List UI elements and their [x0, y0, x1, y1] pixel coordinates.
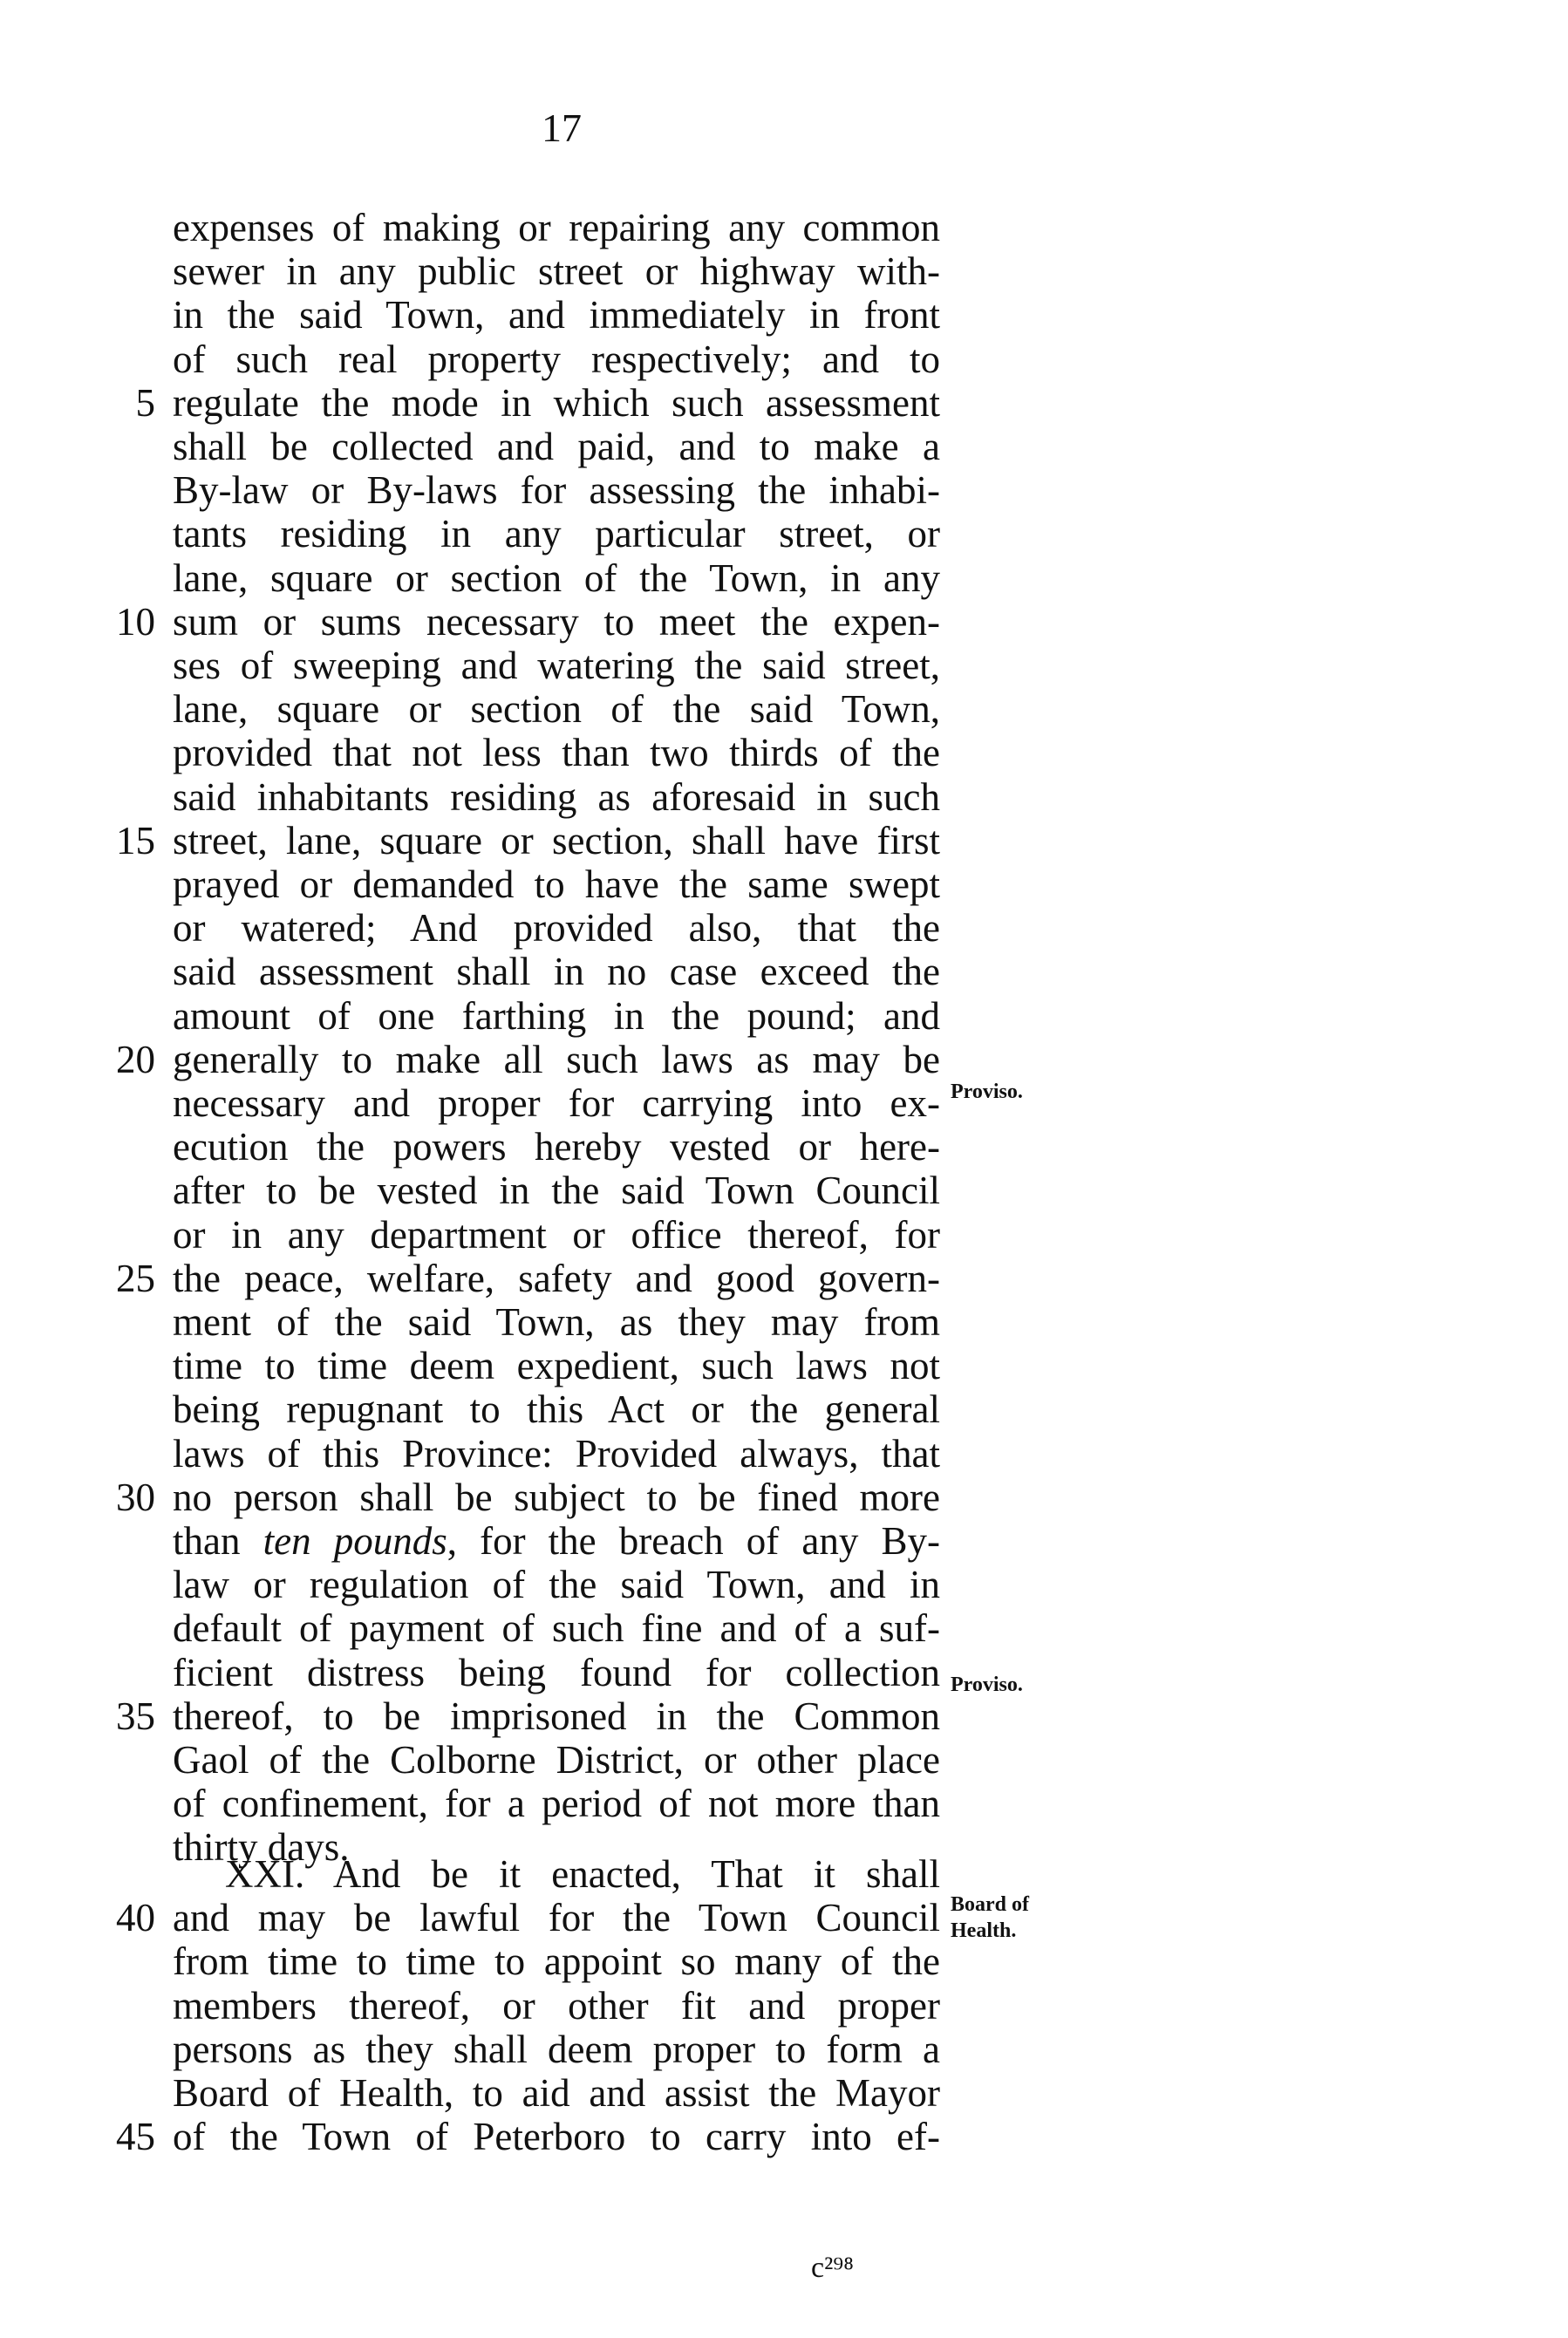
line-number: 35	[116, 1694, 155, 1738]
text-line: persons as they shall deem proper to form a	[173, 2028, 940, 2071]
text-line: lane, square or section of the said Town,	[173, 687, 940, 731]
text-line: said assessment shall in no case exceed the	[173, 950, 940, 993]
signature-mark: c²⁹⁸	[811, 2252, 854, 2284]
text-line: necessary and proper for carrying into ex-	[173, 1081, 940, 1125]
text-line: being repugnant to this Act or the general	[173, 1387, 940, 1431]
margin-note-proviso: Proviso.	[951, 1080, 1023, 1103]
text-line: default of payment of such fine and of a suf-	[173, 1606, 940, 1650]
text-line: thereof, to be imprisoned in the Common	[173, 1694, 940, 1738]
text-line: street, lane, square or section, shall have first	[173, 819, 940, 862]
text-line: thirty days.	[173, 1825, 350, 1869]
text-line: said inhabitants residing as aforesaid in such	[173, 775, 940, 819]
text-line: no person shall be subject to be fined more	[173, 1476, 940, 1519]
line-number: 10	[116, 600, 155, 644]
text-line: lane, square or section of the Town, in any	[173, 556, 940, 600]
text-line: ses of sweeping and watering the said street,	[173, 644, 940, 687]
text-line: provided that not less than two thirds of the	[173, 731, 940, 774]
text-line: or in any department or office thereof, for	[173, 1213, 940, 1257]
line-number: 45	[116, 2115, 155, 2158]
text-line: of the Town of Peterboro to carry into ef-	[173, 2115, 940, 2158]
line-number: 20	[116, 1038, 155, 1081]
text-line: and may be lawful for the Town Council	[173, 1896, 940, 1939]
line-number: 25	[116, 1257, 155, 1300]
text-line: shall be collected and paid, and to make a	[173, 425, 940, 468]
text-line: Gaol of the Colborne District, or other place	[173, 1738, 940, 1782]
text-line: amount of one farthing in the pound; and	[173, 994, 940, 1038]
text-line: tants residing in any particular street, or	[173, 512, 940, 556]
margin-note-proviso: Proviso.	[951, 1673, 1023, 1696]
text-line: from time to time to appoint so many of the	[173, 1939, 940, 1983]
margin-note-board-of-health: Board of	[951, 1893, 1029, 1916]
text-line: sewer in any public street or highway with-	[173, 249, 940, 293]
line-number: 15	[116, 819, 155, 862]
margin-note-board-of-health: Health.	[951, 1919, 1017, 1942]
text-line: ment of the said Town, as they may from	[173, 1300, 940, 1344]
text-line: XXI. And be it enacted, That it shall	[225, 1852, 940, 1896]
text-line: of such real property respectively; and to	[173, 337, 940, 381]
line-number: 30	[116, 1476, 155, 1519]
text-line: laws of this Province: Provided always, that	[173, 1432, 940, 1476]
text-line: Board of Health, to aid and assist the Mayor	[173, 2071, 940, 2115]
line-number: 40	[116, 1896, 155, 1939]
text-line: regulate the mode in which such assessment	[173, 381, 940, 425]
text-line: the peace, welfare, safety and good govern-	[173, 1257, 940, 1300]
text-line: in the said Town, and immediately in front	[173, 293, 940, 337]
text-line: members thereof, or other fit and proper	[173, 1984, 940, 2028]
page-number: 17	[542, 106, 582, 150]
text-line: prayed or demanded to have the same swept	[173, 862, 940, 906]
italic-amount: ten pounds	[262, 1519, 447, 1563]
text-line: law or regulation of the said Town, and in	[173, 1563, 940, 1606]
line-number: 5	[135, 381, 155, 425]
text-line: after to be vested in the said Town Council	[173, 1169, 940, 1212]
text-line: ficient distress being found for collection	[173, 1651, 940, 1694]
text-line: than ten pounds, for the breach of any By-	[173, 1519, 940, 1563]
text-line: or watered; And provided also, that the	[173, 906, 940, 950]
text-line: sum or sums necessary to meet the expen-	[173, 600, 940, 644]
text-line: of confinement, for a period of not more than	[173, 1782, 940, 1825]
text-line: ecution the powers hereby vested or here-	[173, 1125, 940, 1169]
text-line: time to time deem expedient, such laws not	[173, 1344, 940, 1387]
text-line: generally to make all such laws as may be	[173, 1038, 940, 1081]
text-line: By-law or By-laws for assessing the inhabi-	[173, 468, 940, 512]
text-line: expenses of making or repairing any common	[173, 206, 940, 249]
